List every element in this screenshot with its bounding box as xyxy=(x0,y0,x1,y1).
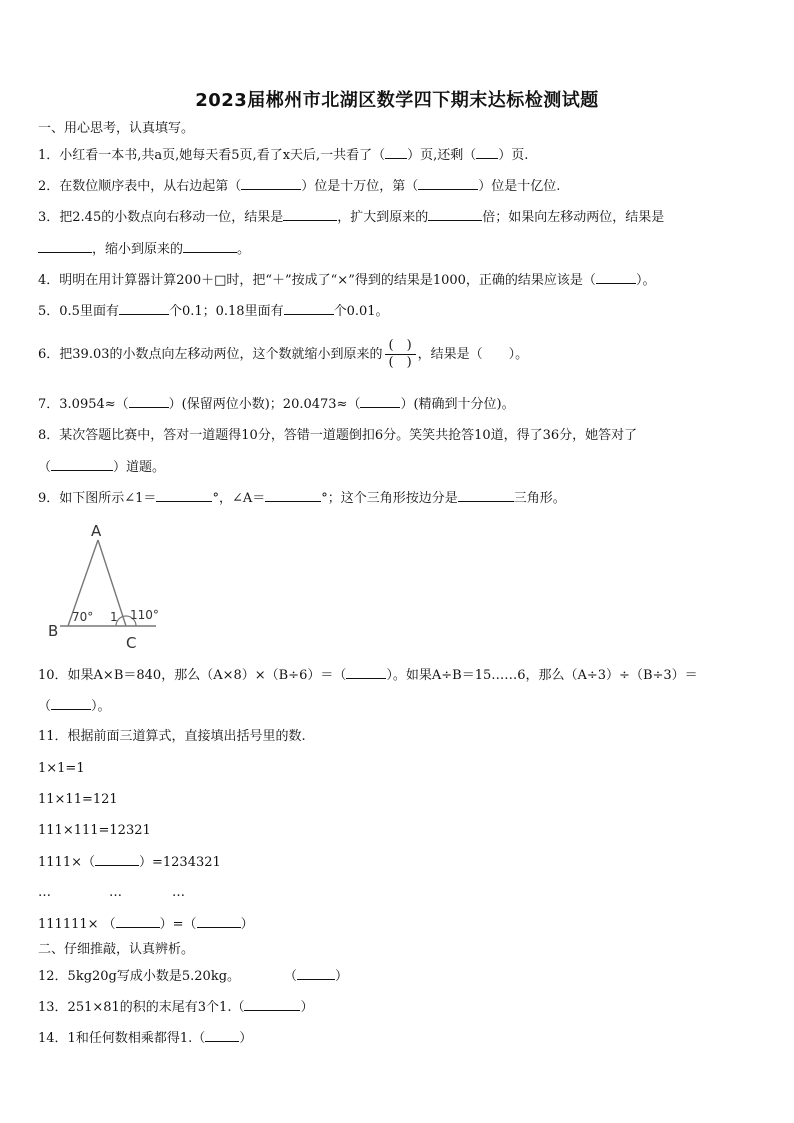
vertex-a-label: A xyxy=(91,522,102,540)
answer-blank[interactable] xyxy=(297,967,335,980)
question-8-line-1: 8．某次答题比赛中，答对一道题得10分，答错一道题倒扣6分。笑笑共抢答10道，得了36分，她答对了 xyxy=(38,428,638,443)
answer-blank[interactable] xyxy=(476,146,498,159)
page-title: 2023届郴州市北湖区数学四下期末达标检测试题 xyxy=(195,90,599,111)
answer-blank[interactable] xyxy=(428,208,482,221)
answer-blank[interactable] xyxy=(284,302,334,315)
question-10-line-2: （ ）。 xyxy=(38,699,111,714)
answer-blank[interactable] xyxy=(116,915,160,928)
answer-blank[interactable] xyxy=(265,489,321,502)
answer-blank[interactable] xyxy=(244,998,300,1011)
question-12: 12．5kg20g写成小数是5.20kg。 （ ） xyxy=(38,969,349,984)
section-2-heading: 二、仔细推敲，认真辨析。 xyxy=(38,942,195,957)
answer-blank[interactable] xyxy=(119,302,169,315)
question-13: 13．251×81的积的末尾有3个1.（ ） xyxy=(38,1000,314,1015)
answer-blank[interactable] xyxy=(205,1029,239,1042)
question-11: 11．根据前面三道算式，直接填出括号里的数. xyxy=(38,729,306,744)
answer-blank[interactable] xyxy=(385,146,407,159)
answer-blank[interactable] xyxy=(183,240,237,253)
answer-blank[interactable] xyxy=(197,915,241,928)
answer-blank[interactable] xyxy=(95,853,139,866)
answer-blank[interactable] xyxy=(38,240,92,253)
question-6: 6．把39.03的小数点向左移动两位，这个数就缩小到原来的 $\frac{( )}{( )}$ ，结果是（ ）。 xyxy=(38,338,529,370)
answer-blank[interactable] xyxy=(346,666,386,679)
angle-1-label: 1 xyxy=(110,610,118,624)
question-7: 7．3.0954≈（ ）(保留两位小数)；20.0473≈（ ）(精确到十分位)。 xyxy=(38,397,515,412)
answer-blank[interactable] xyxy=(458,489,514,502)
answer-blank[interactable] xyxy=(51,697,91,710)
equation-line: 1×1=1 xyxy=(38,761,85,776)
question-3-line-2: ，缩小到原来的 。 xyxy=(38,240,250,259)
equation-line: 11×11=121 xyxy=(38,792,118,807)
question-9: 9．如下图所示∠1＝ °，∠A＝ °；这个三角形按边分是 三角形。 xyxy=(38,491,566,506)
question-3-line-1: 3．把2.45的小数点向右移动一位，结果是 ，扩大到原来的 倍；如果向左移动两位，结果是 xyxy=(38,210,665,225)
triangle-figure xyxy=(40,514,180,654)
answer-blank[interactable] xyxy=(129,395,169,408)
answer-blank[interactable] xyxy=(360,395,400,408)
exterior-angle-label: 110° xyxy=(130,608,159,622)
vertex-c-label: C xyxy=(126,634,137,652)
answer-blank[interactable] xyxy=(241,177,301,190)
question-10-line-1: 10．如果A×B＝840，那么（A×8）×（B÷6）＝（ ）。如果A÷B＝15……6，那么（A÷3）÷（B÷3）＝ xyxy=(38,668,698,683)
answer-blank[interactable] xyxy=(156,489,212,502)
question-1: 1．小红看一本书,共a页,她每天看5页,看了x天后,一共看了（ ）页,还剩（ ）页. xyxy=(38,148,529,163)
fraction-blank[interactable]: $\frac{( )}{( )}$ xyxy=(385,338,416,371)
section-1-heading: 一、用心思考，认真填写。 xyxy=(38,121,195,136)
vertex-b-label: B xyxy=(48,622,59,640)
question-5: 5．0.5里面有 个0.1；0.18里面有 个0.01。 xyxy=(38,304,389,319)
answer-blank[interactable] xyxy=(283,208,337,221)
question-8-line-2: （ ）道题。 xyxy=(38,460,166,475)
answer-blank[interactable] xyxy=(596,271,636,284)
question-2: 2．在数位顺序表中，从右边起第（ ）位是十万位，第（ ）位是十亿位. xyxy=(38,179,561,194)
ellipsis-line: … … … xyxy=(38,885,185,900)
equation-line: 111×111=12321 xyxy=(38,823,151,838)
angle-b-label: 70° xyxy=(72,610,94,624)
question-14: 14．1和任何数相乘都得1.（ ） xyxy=(38,1031,253,1046)
equation-line: 111111× （ ）=（ ） xyxy=(38,917,254,932)
answer-blank[interactable] xyxy=(51,458,113,471)
answer-blank[interactable] xyxy=(418,177,478,190)
question-4: 4．明明在用计算器计算200＋□时，把“＋”按成了“×”得到的结果是1000，正确的结果应该是（ ）。 xyxy=(38,273,656,288)
equation-line: 1111×（ ）=1234321 xyxy=(38,855,221,870)
